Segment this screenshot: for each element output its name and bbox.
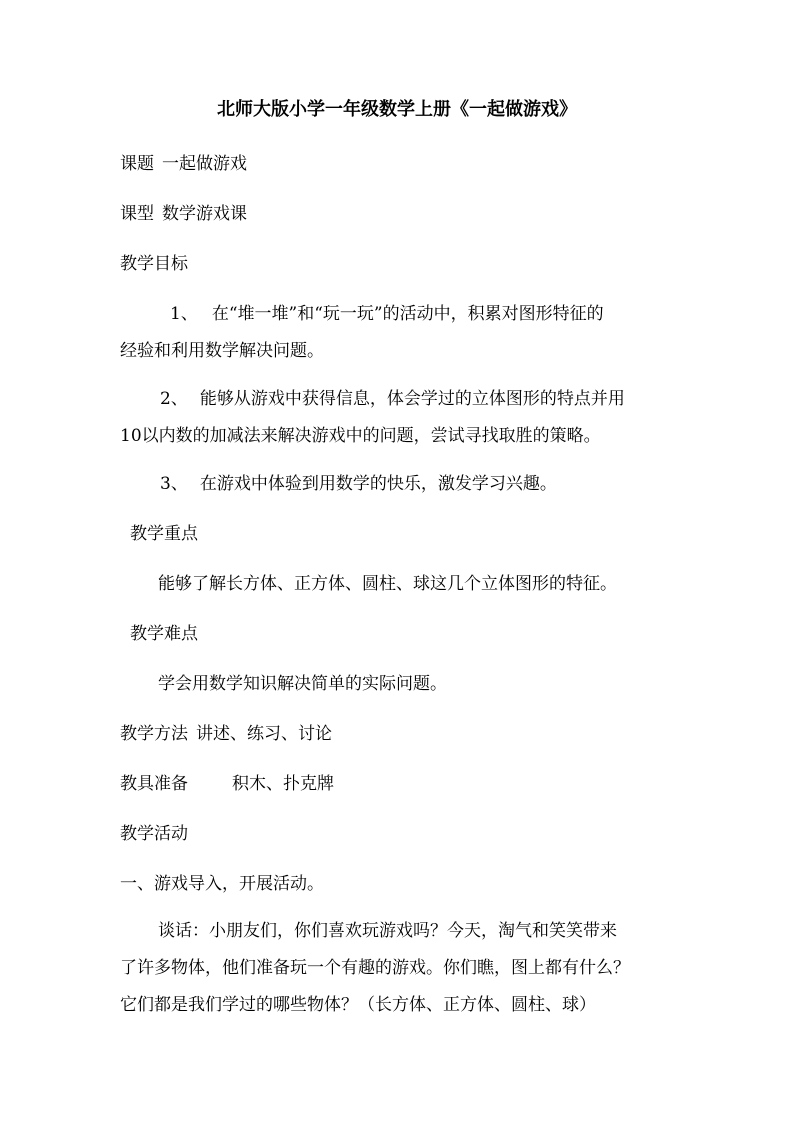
objective-3-line-1: 3、 在游戏中体验到用数学的快乐，激发学习兴趣。: [160, 474, 557, 494]
difficulty-text: 学会用数学知识解决简单的实际问题。: [158, 674, 447, 694]
method-value: 讲述、练习、讨论: [196, 724, 332, 744]
type-line: [120, 202, 247, 226]
topic-value: 一起做游戏: [162, 154, 247, 174]
method-line: [120, 722, 332, 746]
objective-1-line-2: 经验和利用数学解决问题。: [120, 341, 324, 361]
dialogue-line-3: 它们都是我们学过的哪些物体？（长方体、正方体、圆柱、球）: [120, 995, 596, 1015]
topic-line: [120, 152, 247, 176]
section-1-heading: 一、游戏导入，开展活动。: [120, 874, 324, 894]
type-value: 数学游戏课: [162, 204, 247, 224]
document-title: 北师大版小学一年级数学上册《一起做游戏》: [217, 99, 577, 120]
objective-1-line-1: 1、 在“堆一堆”和“玩一玩”的活动中，积累对图形特征的: [170, 304, 604, 324]
objectives-heading: 教学目标: [120, 254, 188, 274]
tools-value: 积木、扑克牌: [232, 774, 334, 794]
method-label: 教学方法: [120, 724, 188, 744]
dialogue-line-2: 了许多物体，他们准备玩一个有趣的游戏。你们瞧，图上都有什么？: [120, 958, 630, 978]
tools-label: 教具准备: [120, 774, 188, 794]
objective-3-number: 3、: [160, 474, 188, 494]
key-point-text: 能够了解长方体、正方体、圆柱、球这几个立体图形的特征。: [158, 574, 617, 594]
objective-2-line-2: 10以内数的加减法来解决游戏中的问题，尝试寻找取胜的策略。: [120, 426, 601, 446]
key-point-heading: 教学重点: [130, 524, 198, 544]
topic-label: 课题: [120, 154, 154, 174]
activities-heading: 教学活动: [120, 824, 188, 844]
difficulty-heading: 教学难点: [130, 624, 198, 644]
objective-2-number: 2、: [160, 389, 188, 409]
objective-2-line-1: 2、 能够从游戏中获得信息，体会学过的立体图形的特点并用: [160, 389, 625, 409]
objective-1-number: 1、: [170, 304, 198, 324]
type-label: 课型: [120, 204, 154, 224]
tools-line: [120, 772, 334, 796]
dialogue-line-1: 谈话：小朋友们，你们喜欢玩游戏吗？今天，淘气和笑笑带来: [158, 921, 617, 941]
